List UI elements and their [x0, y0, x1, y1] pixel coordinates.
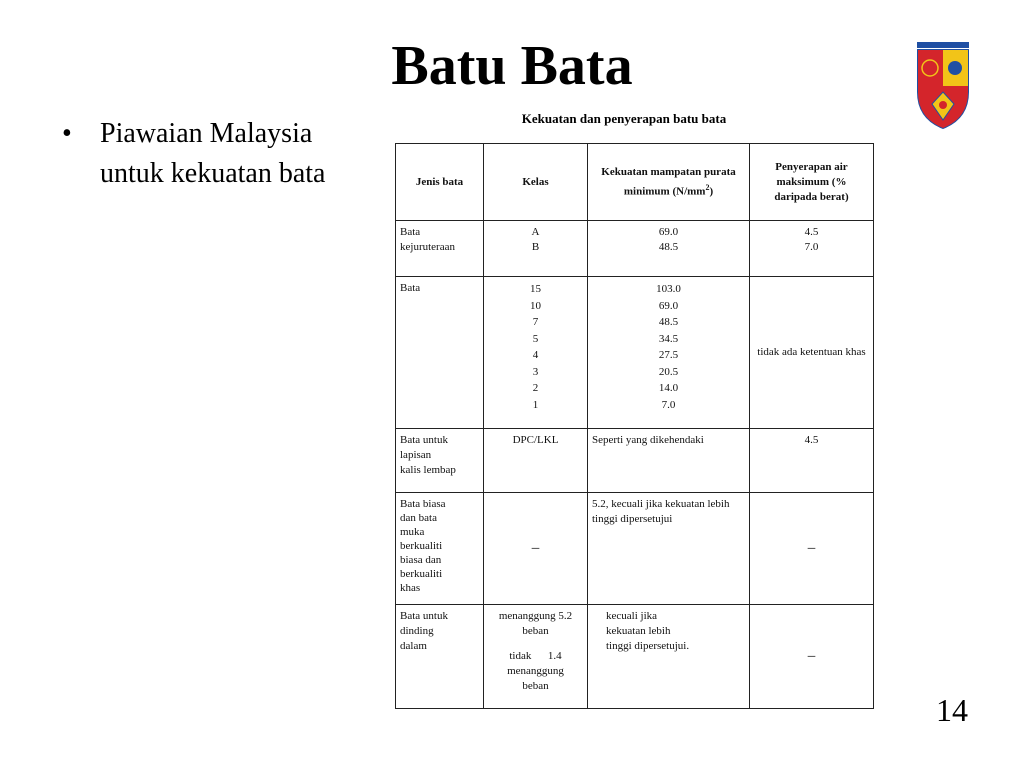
cell-absorption: –: [750, 605, 874, 709]
cell-absorption: 4.5: [750, 429, 874, 493]
table-row: [396, 493, 874, 605]
page-number: 14: [936, 692, 968, 728]
header-strength-text: Kekuatan mampatan purata minimum (N/mm: [601, 165, 736, 198]
bullet-list: [62, 114, 332, 194]
slide-title: Batu Bata: [391, 35, 633, 97]
cell-absorption: 4.5 7.0: [750, 221, 874, 277]
header-absorption: Penyerapan air maksimum (% daripada berat): [750, 144, 874, 221]
header-type: Jenis bata: [396, 144, 484, 221]
brick-strength-table: [395, 143, 874, 709]
cell-type: Bata untuk dinding dalam: [396, 605, 484, 709]
cell-class-load-bearing: menanggung 5.2 beban: [498, 610, 573, 637]
cell-strength: kecuali jika kekuatan lebih tinggi dipersetujui.: [588, 605, 750, 709]
cell-strength: 103.0 69.0 48.5 34.5 27.5 20.5 14.0 7.0: [588, 277, 750, 429]
cell-type: Bata untuk lapisan kalis lembap: [396, 429, 484, 493]
bullet-item: [62, 114, 332, 194]
cell-strength: 5.2, kecuali jika kekuatan lebih tinggi dipersetujui: [588, 493, 750, 605]
cell-class: –: [484, 493, 588, 605]
table-row: [396, 605, 874, 709]
cell-class: 15 10 7 5 4 3 2 1: [484, 277, 588, 429]
table-row: [396, 277, 874, 429]
cell-class: DPC/LKL: [484, 429, 588, 493]
cell-class: [484, 605, 588, 709]
table-caption: Kekuatan dan penyerapan batu bata: [521, 111, 727, 126]
table-row: [396, 221, 874, 277]
table-row: [396, 429, 874, 493]
university-crest-icon: [912, 40, 974, 130]
cell-strength: Seperti yang dikehendaki: [588, 429, 750, 493]
cell-class: A B: [484, 221, 588, 277]
header-strength: [588, 144, 750, 221]
bullet-text: Piawaian Malaysia untuk kekuatan bata: [100, 118, 326, 189]
cell-type: Bata: [396, 277, 484, 429]
cell-absorption: –: [750, 493, 874, 605]
cell-class-non-load-bearing: tidak 1.4 menanggung beban: [507, 650, 564, 692]
cell-type: Bata biasa dan bata muka berkualiti biasa dan berkualiti khas: [396, 493, 484, 605]
table-header-row: [396, 144, 874, 221]
header-class: Kelas: [484, 144, 588, 221]
cell-strength: 69.0 48.5: [588, 221, 750, 277]
cell-type: Bata kejuruteraan: [396, 221, 484, 277]
header-strength-sup: 2: [705, 182, 710, 192]
bullet-dot-icon: •: [62, 118, 72, 149]
header-strength-end: ): [709, 185, 714, 198]
cell-absorption: tidak ada ketentuan khas: [750, 277, 874, 429]
